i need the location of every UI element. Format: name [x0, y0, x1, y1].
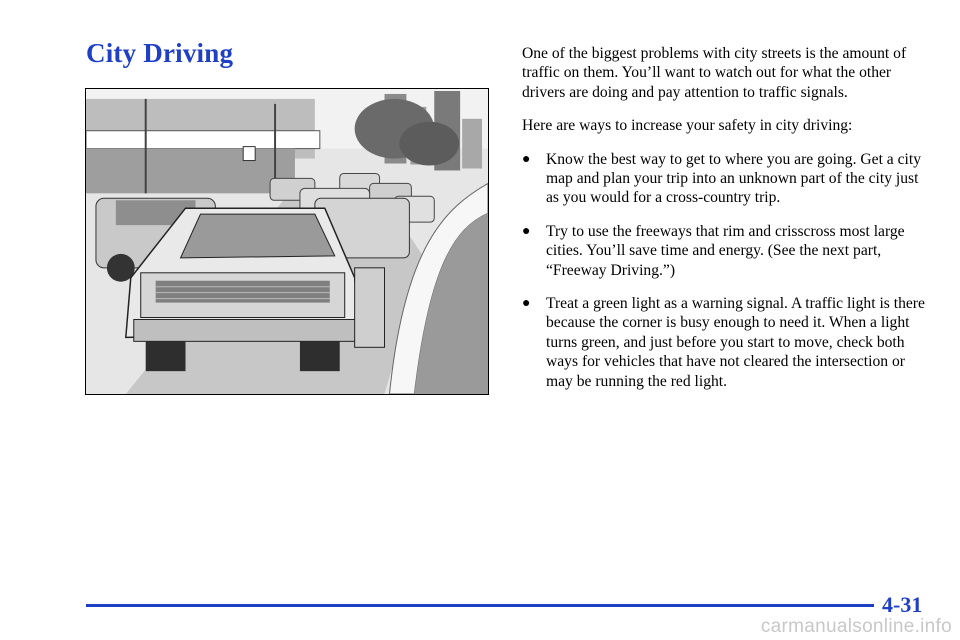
bullet-icon: ●	[522, 296, 531, 312]
body-text	[522, 44, 930, 405]
bullet-icon: ●	[522, 223, 531, 239]
watermark: carmanualsonline.info	[760, 616, 952, 637]
list-item	[522, 150, 930, 208]
list-item-text: Treat a green light as a warning signal. A traffic light is there because the corner is busy enough to need it. When a light turns green, and just before you start to move, check both ways for vehicles that have not cleared the intersection or may be running the red light.	[546, 295, 925, 390]
traffic-illustration	[85, 88, 489, 395]
page-number: 4-31	[882, 592, 923, 617]
list-item	[522, 222, 930, 280]
footer-rule	[86, 604, 874, 607]
list-item-text: Try to use the freeways that rim and crisscross most large cities. You’ll save time and energy. (See the next part, “Freeway Driving.”)	[546, 222, 905, 279]
safety-tips-list	[522, 150, 930, 391]
page-title: City Driving	[86, 38, 234, 68]
lead-in-paragraph: Here are ways to increase your safety in city driving:	[522, 117, 853, 135]
bullet-icon: ●	[522, 151, 531, 167]
list-item-text: Know the best way to get to where you are going. Get a city map and plan your trip into an unknown part of the city just as you would for a cross-country trip.	[546, 150, 922, 207]
list-item	[522, 294, 930, 391]
city-traffic-drawing	[86, 89, 488, 394]
intro-paragraph: One of the biggest problems with city streets is the amount of traffic on them. You’ll want to watch out for what the other drivers are doing and pay attention to traffic signals.	[522, 45, 907, 101]
